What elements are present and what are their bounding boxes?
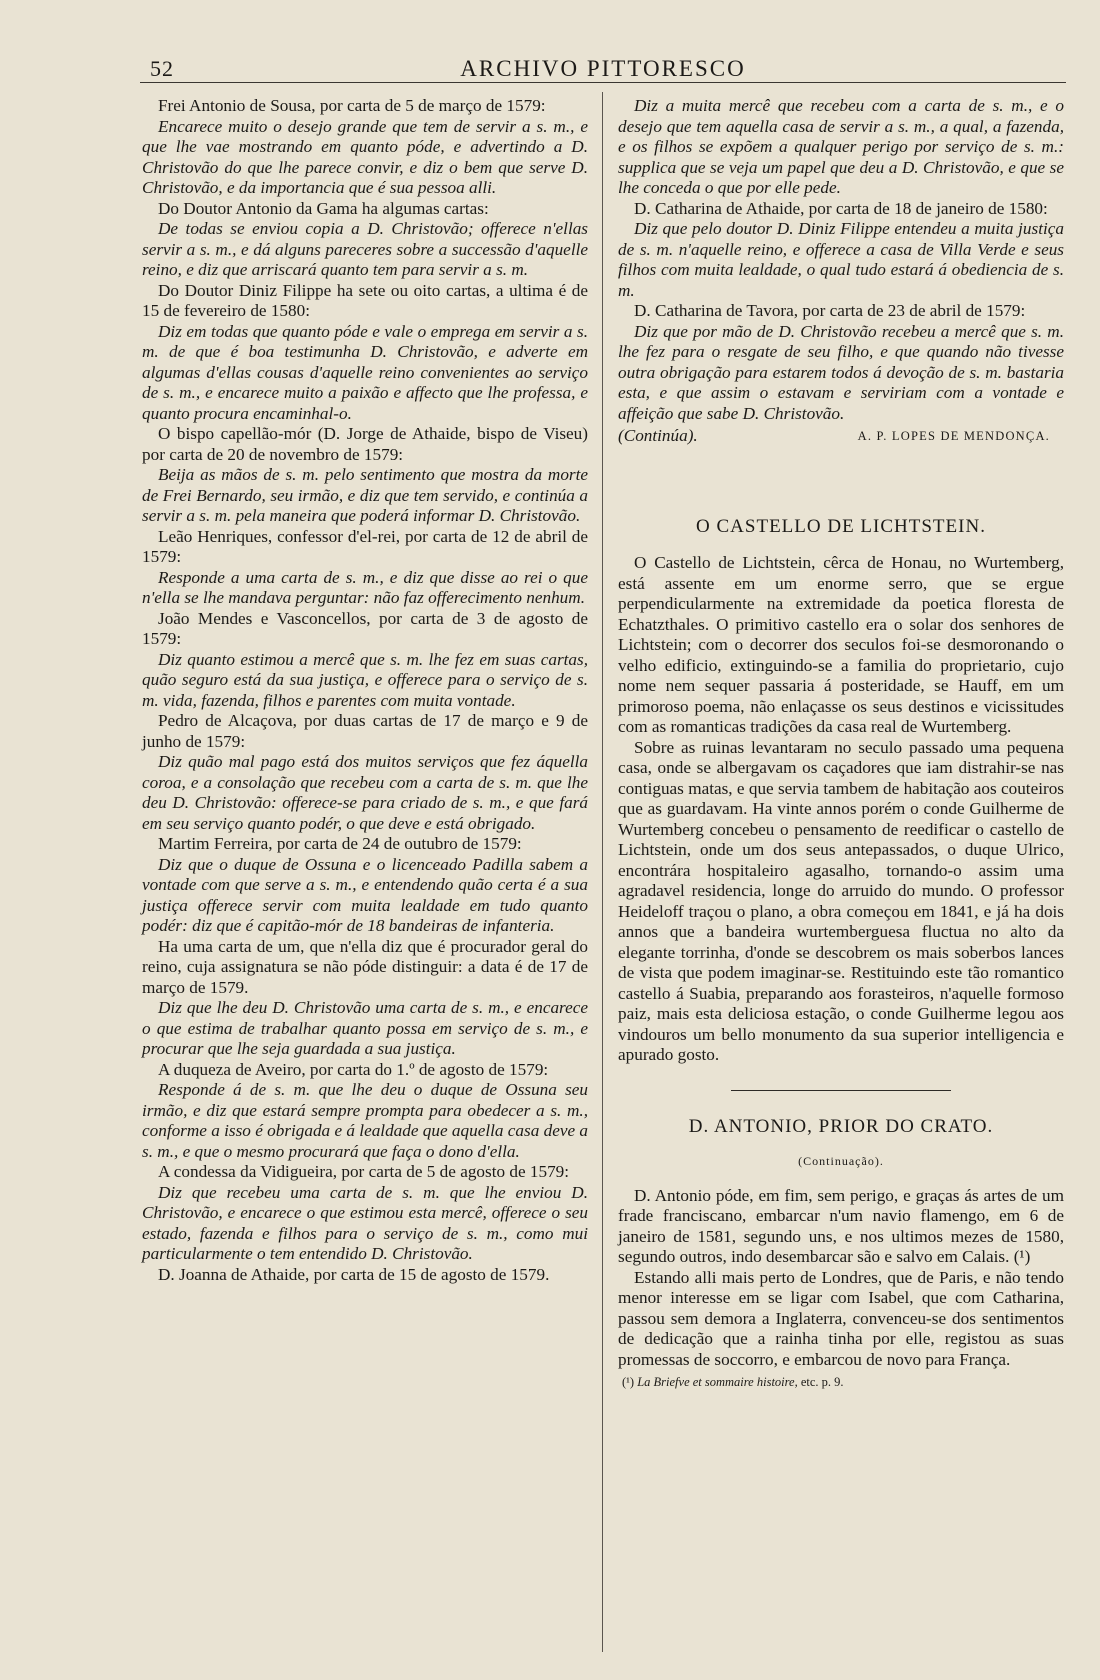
- article-signature: [618, 426, 1064, 447]
- letter-entry: A condessa da Vidigueira, por carta de 5 de agosto de 1579:: [158, 1162, 570, 1181]
- header-rule: [140, 82, 1066, 83]
- letter-summary: Diz a muita mercê que recebeu com a carta de s. m., e o desejo que tem aquella casa de servir a s. m., a qual, a fazenda, e os filhos se expõem a qualquer perigo por serviço de s. m.: supplica que se veja um papel que deu a D. Christovão, e que se lhe conceda o que por elle pede.: [618, 96, 1064, 197]
- letter-summary: Responde á de s. m. que lhe deu o duque de Ossuna seu irmão, e diz que estará sempre prompta para obedecer a s. m., conforme a isso é obrigada e á lealdade que aquella casa deve a s. m., e que o mesmo procurará que faça o dono d'ella.: [142, 1080, 588, 1161]
- letter-summary: Diz que por mão de D. Christovão recebeu a mercê que s. m. lhe fez para o resgate de seu filho, e que quando não tivesse outra obrigação para estarem todos á devoção de s. m. bastaria esta, e que assim o estavam e serviriam com a vontade e affeição que sabe D. Christovão.: [618, 321, 1064, 423]
- letter-entry: A duqueza de Aveiro, por carta do 1.º de agosto de 1579:: [158, 1059, 549, 1079]
- letter-summary: De todas se enviou copia a D. Christovão; offerece n'ellas servir a s. m., e dá alguns pareceres sobre a successão d'aquelle reino, e diz que arriscará quanto tem para servir a s. m.: [142, 219, 588, 279]
- letter-entry: Martim Ferreira, por carta de 24 de outubro de 1579:: [158, 834, 522, 853]
- antonio-paragraph: D. Antonio póde, em fim, sem perigo, e graças ás artes de um frade franciscano, embarcar n'um navio flamengo, em 6 de janeiro de 1581, segundo uns, e nos ultimos mezes de 1580, segundo outros, indo desembarcar são e salvo em Calais. (¹): [618, 1185, 1064, 1266]
- letter-entry: Frei Antonio de Sousa, por carta de 5 de março de 1579:: [158, 96, 546, 115]
- section-subtitle: (Continuação).: [798, 1154, 884, 1168]
- right-column: [618, 96, 1064, 1390]
- letter-entry: Do Doutor Antonio da Gama ha algumas cartas:: [158, 198, 489, 218]
- letter-entry: O bispo capellão-mór (D. Jorge de Athaide, bispo de Viseu) por carta de 20 de novembro de 1579:: [142, 424, 588, 464]
- letter-entry: Do Doutor Diniz Filippe ha sete ou oito cartas, a ultima é de 15 de fevereiro de 1580:: [142, 280, 588, 320]
- footnote: [618, 1374, 1064, 1390]
- footnote-mark: (¹): [622, 1375, 635, 1389]
- letter-entry: D. Catharina de Tavora, por carta de 23 de abril de 1579:: [634, 301, 1026, 320]
- footnote-rest: etc. p. 9.: [800, 1375, 844, 1389]
- letter-entry: D. Joanna de Athaide, por carta de 15 de agosto de 1579.: [158, 1264, 550, 1284]
- letter-entry: João Mendes e Vasconcellos, por carta de 3 de agosto de 1579:: [142, 608, 588, 648]
- antonio-paragraph: Estando alli mais perto de Londres, que de Paris, e não tendo menor interesse em se ligar com Isabel, que com Catharina, passou sem demora a Inglaterra, convenceu-se dos sentimentos de dedicação que a rainha tinha por elle, registou as suas promessas de soccorro, e embarcou de novo para França.: [618, 1267, 1064, 1369]
- castello-paragraph: Sobre as ruinas levantaram no seculo passado uma pequena casa, onde se albergavam os caçadores que iam distrahir-se nas contiguas matas, e que servia tambem de habitação aos couteiros que as guardavam. Ha vinte annos porém o conde Guilherme de Wurtemberg concebeu o pensamento de reedificar o castello de Lichtstein, onde um dos seus antepassados, o duque Ulrico, encontrára hospitaleiro agasalho, tornando-o assim uma agradavel residencia, longe do arruido do mundo. O professor Heideloff traçou o plano, a obra começou em 1841, e já ha dois annos que a bandeira wurtemberguesa fluctua no alto da elegante torrinha, d'onde se descobrem os mais soberbos lances de vista que podem imaginar-se. Restituindo este tão romantico castello á Suabia, preparando aos forasteiros, n'aquelle formoso paiz, mais esta deliciosa estação, o conde Guilherme legou aos vindouros um bello monumento da sua superior intelligencia e apurado gosto.: [618, 737, 1064, 1064]
- section-title-castello: O CASTELLO DE LICHTSTEIN.: [696, 515, 986, 537]
- left-column: [142, 96, 588, 1285]
- author-name: A. P. LOPES DE MENDONÇA.: [857, 429, 1050, 443]
- letter-summary: Diz que lhe deu D. Christovão uma carta de s. m., e encarece o que estima de trabalhar quanto possa em serviço de s. m., e procurar que lhe seja guardada a sua justiça.: [142, 998, 588, 1058]
- letter-entry: Ha uma carta de um, que n'ella diz que é procurador geral do reino, cuja assignatura se não póde distinguir: a data é de 17 de março de 1579.: [142, 936, 588, 997]
- letter-summary: Beija as mãos de s. m. pelo sentimento que mostra da morte de Frei Bernardo, seu irmão, e diz que tem servido, e continúa a servir a s. m. pela maneira que poderá informar D. Christovão.: [142, 465, 588, 525]
- letter-entry: Leão Henriques, confessor d'el-rei, por carta de 12 de abril de 1579:: [142, 526, 588, 566]
- letter-entry: D. Catharina de Athaide, por carta de 18 de janeiro de 1580:: [634, 198, 1048, 218]
- letter-summary: Diz quão mal pago está dos muitos serviços que fez áquella coroa, e a consolação que recebeu com a carta de s. m. que lhe deu D. Christovão: offerece-se para criado de s. m., e que fará em seu serviço quanto podér, o que deve e está obrigado.: [142, 752, 588, 833]
- letter-summary: Diz que o duque de Ossuna e o licenceado Padilla sabem a vontade com que serve a s. m., e entendendo quão certa é a sua justiça offerece servir com muita lealdade em tudo quanto podér: diz que é capitão-mór de 18 bandeiras de infanteria.: [142, 854, 588, 935]
- footnote-source: La Briefve et sommaire histoire,: [637, 1375, 798, 1389]
- letter-summary: Diz em todas que quanto póde e vale o emprega em servir a s. m. de que é boa testimunha D. Christovão, e adverte em algumas d'ellas cousas d'aquelle reino convenientes ao serviço de s. m., e encarece muito a paixão e affecto que lhe professa, e quanto procura encaminhal-o.: [142, 321, 588, 423]
- letter-summary: Diz quanto estimou a mercê que s. m. lhe fez em suas cartas, quão seguro está da sua justiça, e offerece para o serviço de s. m. vida, fazenda, filhos e parentes com muita vontade.: [142, 649, 588, 710]
- letter-summary: Encarece muito o desejo grande que tem de servir a s. m., e que lhe vae mostrando em quanto póde, e advertindo a D. Christovão do que lhe parece convir, e diz o bem que serve D. Christovão, e da importancia que é sua pessoa alli.: [142, 116, 588, 197]
- running-title: ARCHIVO PITTORESCO: [460, 56, 746, 81]
- letter-summary: Diz que pelo doutor D. Diniz Filippe entendeu a muita justiça de s. m. n'aquelle reino, e offerece a casa de Villa Verde e seus filhos com muita lealdade, o qual tudo estará á obediencia de s. m.: [618, 219, 1064, 300]
- letter-entry: Pedro de Alcaçova, por duas cartas de 17 de março e 9 de junho de 1579:: [142, 711, 588, 751]
- continua-note: (Continúa).: [618, 426, 698, 445]
- page-header: [138, 48, 1068, 82]
- page-number: 52: [150, 56, 174, 81]
- section-title-antonio: D. ANTONIO, PRIOR DO CRATO.: [688, 1115, 994, 1137]
- castello-paragraph: O Castello de Lichtstein, cêrca de Honau, no Wurtemberg, está assente em um enorme serro, que se ergue perpendicularmente na extremidade da poetica floresta de Echatzthales. O primitivo castello era o solar dos senhores de Lichtstein; com o decorrer dos seculos foi-se desmoronando o velho edificio, extinguindo-se a familia do proprietario, cujo nome nem sequer passaria á posteridade, se Hauff, em um primoroso poema, não enlaçasse os seus destinos e vicissitudes com as romanticas tradições da casa real de Wurtemberg.: [618, 553, 1064, 736]
- column-divider: [602, 92, 603, 1652]
- letter-summary: Diz que recebeu uma carta de s. m. que lhe enviou D. Christovão, e encarece o que estimou esta mercê, offerece o seu estado, fazenda e filhos para o serviço de s. m., como mui particularmente o tem entendido D. Christovão.: [142, 1182, 588, 1263]
- letter-summary: Responde a uma carta de s. m., e diz que disse ao rei o que n'ella se lhe mandava perguntar: não faz offerecimento nenhum.: [142, 567, 588, 607]
